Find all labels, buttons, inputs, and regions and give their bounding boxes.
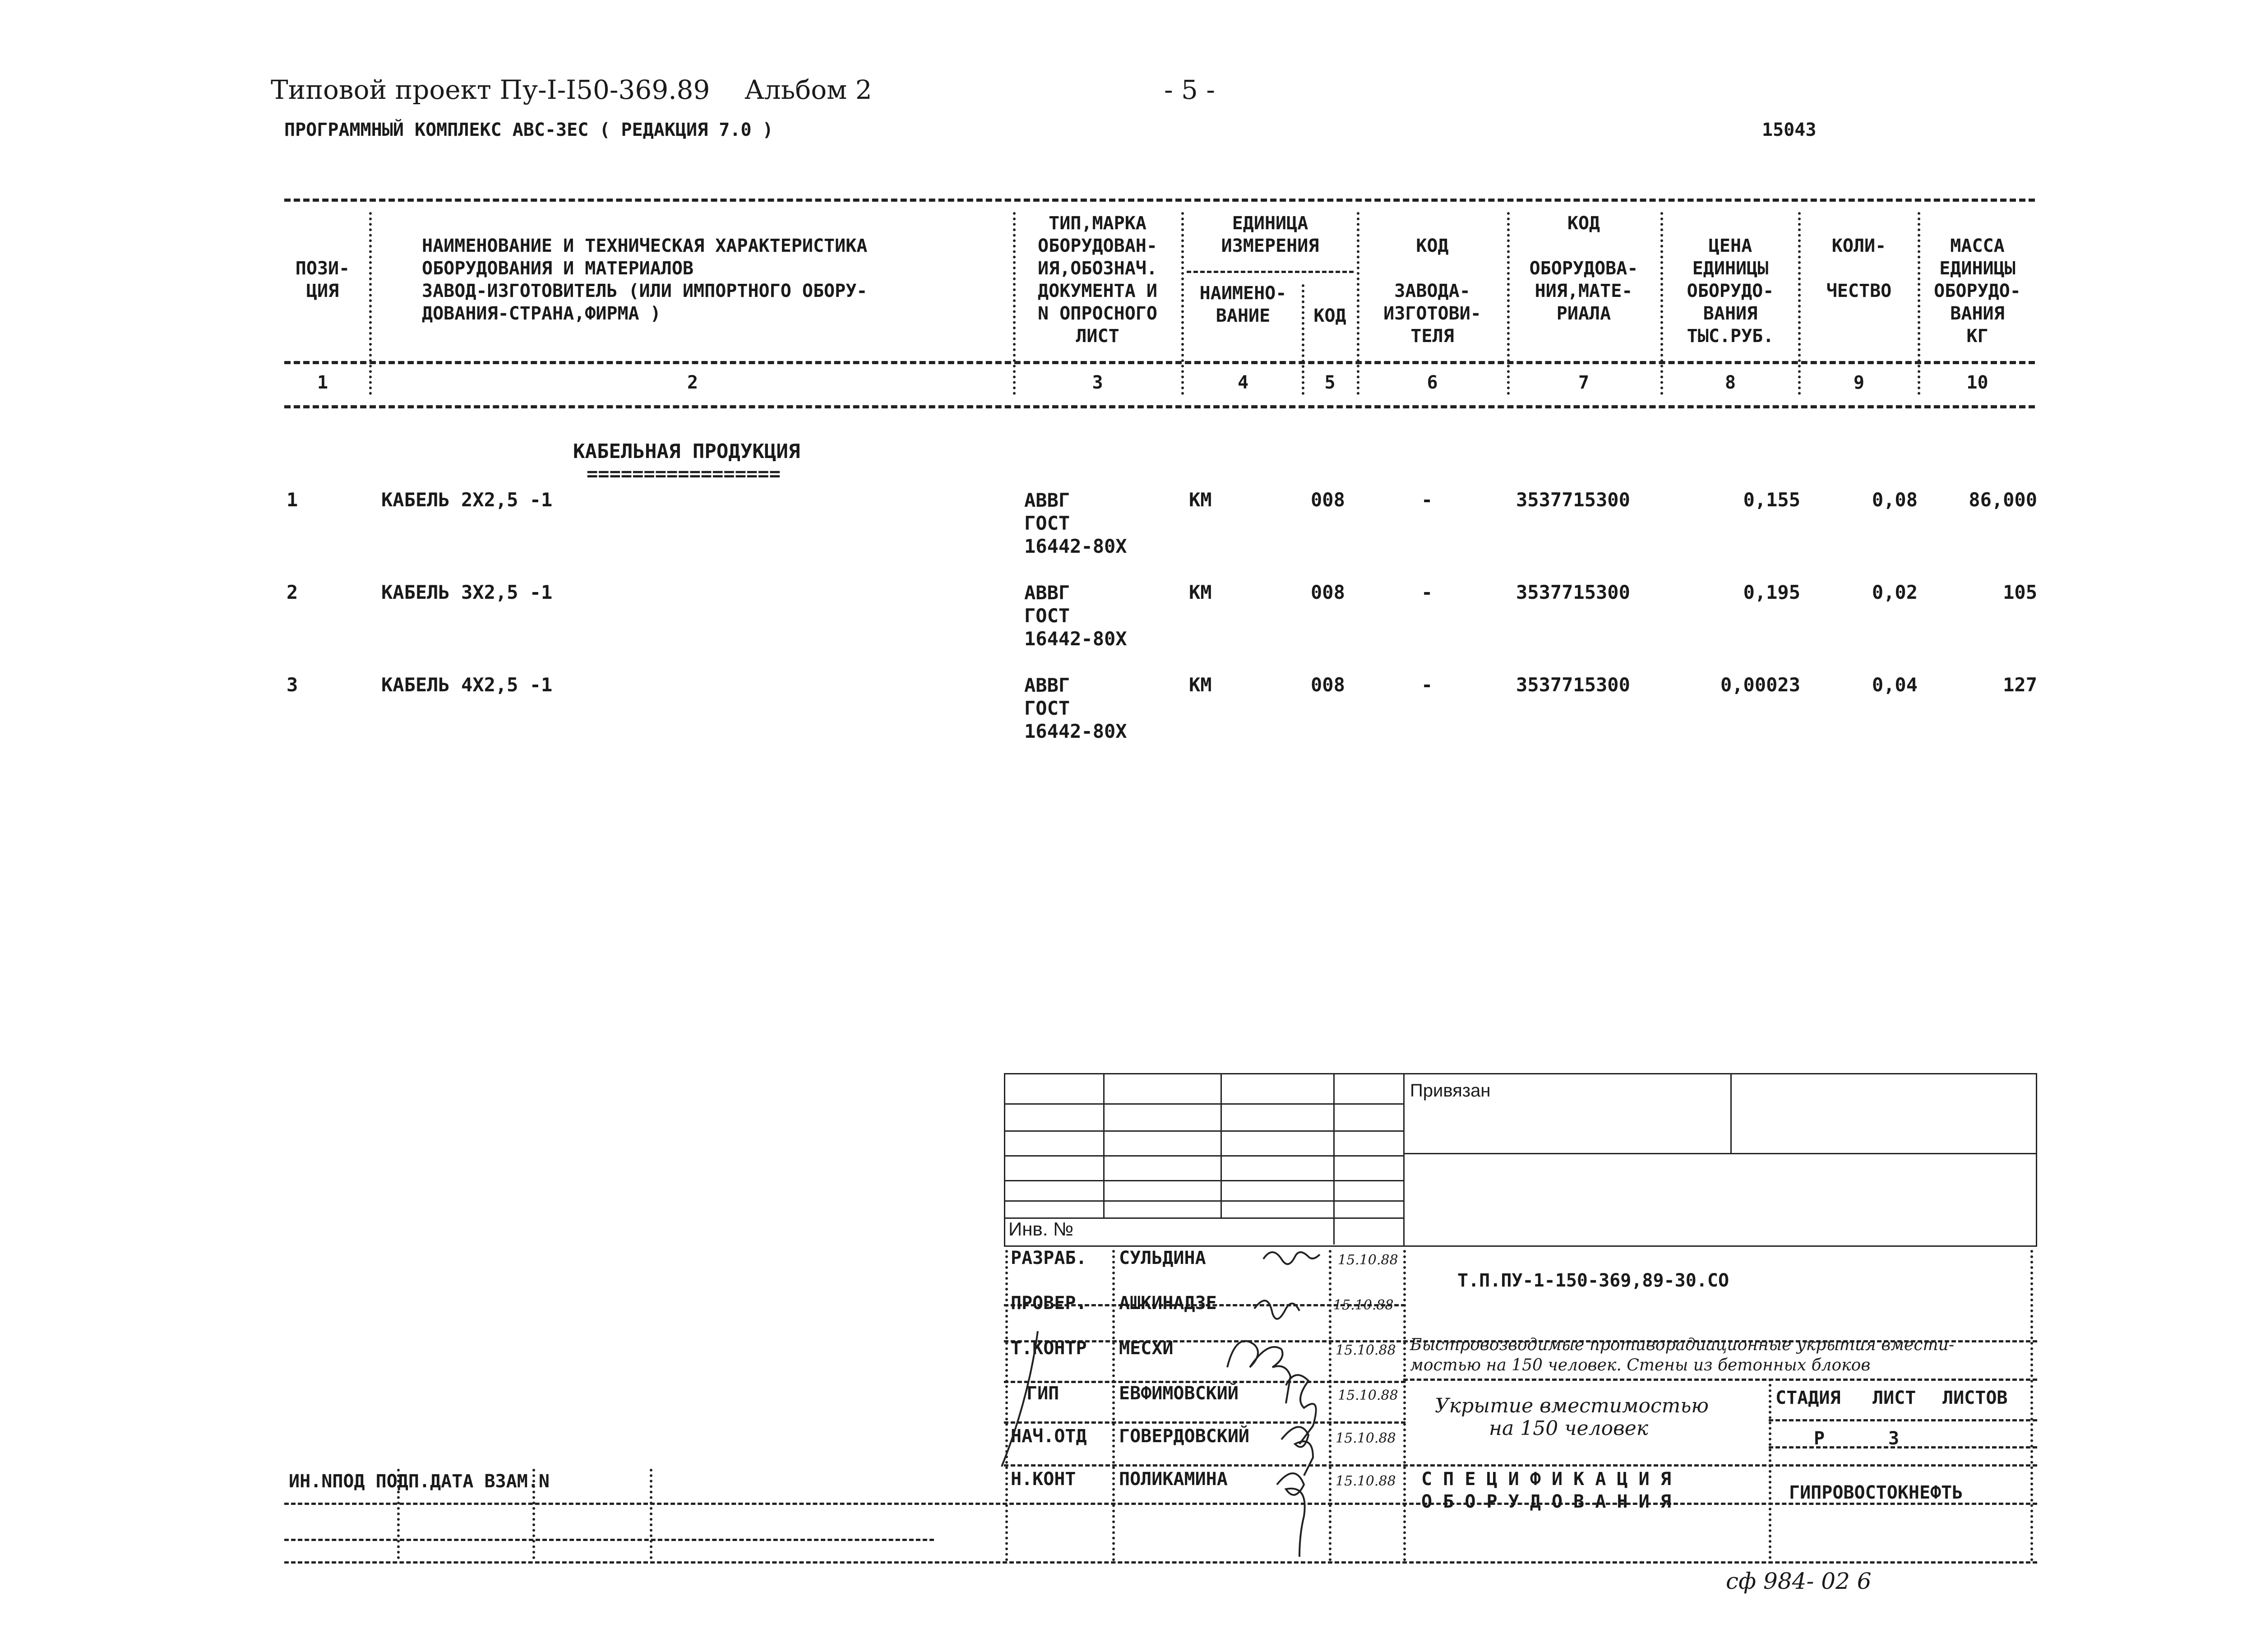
- page-number: - 5 -: [1164, 74, 1215, 105]
- row-type: АВВГ ГОСТ 16442-80Х: [1024, 674, 1127, 742]
- role-label: Н.КОНТ: [1011, 1469, 1076, 1490]
- left-stamp-box: ИН.NПОД ПОДП.ДАТА ВЗАМ.N: [289, 1471, 550, 1492]
- stamp-line: [1220, 1073, 1222, 1217]
- role-label: НАЧ.ОТД: [1011, 1426, 1087, 1447]
- role-name: ЕВФИМОВСКИЙ: [1119, 1383, 1239, 1404]
- stamp-line: [2036, 1073, 2037, 1247]
- stamp-line: [1004, 1130, 1405, 1132]
- stamp-line: [1403, 1153, 2037, 1154]
- inventory-label: Инв. №: [1008, 1218, 1074, 1240]
- role-date: 15.10.88: [1333, 1297, 1394, 1313]
- signature-6: [1277, 1473, 1305, 1557]
- col-header-unit-name: НАИМЕНО- ВАНИЕ: [1199, 283, 1287, 326]
- numbers-bottom-rule: [284, 405, 2035, 408]
- stamp-line: [1004, 1200, 1405, 1202]
- row-factory-code: -: [1421, 581, 1433, 603]
- section-title: КАБЕЛЬНАЯ ПРОДУКЦИЯ: [573, 440, 800, 463]
- col-header-unit-code: КОД: [1313, 305, 1346, 326]
- sheet-value: 3: [1888, 1428, 1900, 1449]
- row-position: 3: [287, 674, 298, 696]
- row-unit: КМ: [1189, 581, 1212, 603]
- stamp-line: [1004, 1155, 1405, 1157]
- table-top-rule: [284, 199, 2035, 202]
- role-label: ГИП: [1026, 1383, 1059, 1404]
- object-line-1: Быстровозводимые противорадиационные укрытия вмести-: [1410, 1336, 1954, 1354]
- row-quantity: 0,04: [1872, 674, 1918, 696]
- signature-5: [1281, 1427, 1313, 1476]
- program-line: ПРОГРАММНЫЙ КОМПЛЕКС АВС-ЗЕС ( РЕДАКЦИЯ 7.0 ): [284, 120, 773, 140]
- role-date: 15.10.88: [1338, 1388, 1398, 1403]
- row-code: 3537715300: [1516, 489, 1630, 511]
- role-label: Т.КОНТР: [1011, 1338, 1087, 1359]
- stamp-vsep: [650, 1469, 652, 1559]
- doc-title-2: О Б О Р У Д О В А Н И Я: [1421, 1491, 1671, 1512]
- signature-2: [1254, 1300, 1299, 1319]
- row-code: 3537715300: [1516, 674, 1630, 696]
- row-price: 0,155: [1743, 489, 1800, 511]
- col-number: 9: [1853, 372, 1865, 393]
- header-bottom-rule: [284, 361, 2035, 364]
- row-name: КАБЕЛЬ 3Х2,5 -1: [381, 581, 553, 603]
- role-date: 15.10.88: [1336, 1430, 1396, 1446]
- row-price: 0,195: [1743, 581, 1800, 603]
- stamp-line: [1403, 1073, 1405, 1247]
- project-title: Типовой проект Пу-I-I50-369.89: [271, 74, 710, 105]
- footer-code: сф 984- 02 6: [1726, 1568, 1872, 1594]
- row-quantity: 0,08: [1872, 489, 1918, 511]
- stamp-line: [1004, 1103, 1405, 1105]
- col-sep: [1181, 212, 1184, 395]
- stamp-dash: [1403, 1379, 2037, 1381]
- sheet-label: ЛИСТ: [1872, 1388, 1916, 1408]
- role-date: 15.10.88: [1338, 1252, 1398, 1268]
- row-factory-code: -: [1421, 489, 1433, 511]
- album-label: Альбом 2: [744, 74, 872, 105]
- row-quantity: 0,02: [1872, 581, 1918, 603]
- stamp-vsep: [1769, 1379, 1771, 1559]
- row-mass: 127: [2003, 674, 2037, 696]
- row-unit-code: 008: [1311, 489, 1345, 511]
- col-header-equipment-code: КОД ОБОРУДОВА- НИЯ,МАТЕ- РИАЛА: [1529, 213, 1638, 324]
- col-header-factory-code: КОД ЗАВОДА- ИЗГОТОВИ- ТЕЛЯ: [1383, 236, 1481, 347]
- col-sep: [369, 212, 372, 395]
- col-number: 8: [1724, 372, 1736, 393]
- stamp-line: [1103, 1073, 1105, 1217]
- role-name: СУЛЬДИНА: [1119, 1248, 1206, 1268]
- sheets-label: ЛИСТОВ: [1942, 1388, 2008, 1408]
- row-mass: 86,000: [1969, 489, 2037, 511]
- col-number: 3: [1092, 372, 1103, 393]
- stage-value: Р: [1814, 1428, 1825, 1449]
- col-number: 5: [1324, 372, 1336, 393]
- col-number: 1: [317, 372, 328, 393]
- role-name: АШКИНАДЗЕ: [1119, 1293, 1217, 1314]
- signature-3: [1227, 1341, 1290, 1403]
- role-name: ГОВЕРДОВСКИЙ: [1119, 1426, 1249, 1447]
- row-factory-code: -: [1421, 674, 1433, 696]
- attached-label: Привязан: [1410, 1081, 1491, 1101]
- row-name: КАБЕЛЬ 4Х2,5 -1: [381, 674, 553, 696]
- row-unit-code: 008: [1311, 674, 1345, 696]
- col-header-name: НАИМЕНОВАНИЕ И ТЕХНИЧЕСКАЯ ХАРАКТЕРИСТИКА ОБОРУДОВАНИЯ И МАТЕРИАЛОВ ЗАВОД-ИЗГОТОВИТЕЛЬ (ИЛИ ИМПОРТНОГО ОБОРУ- ДОВАНИЯ-СТРАНА,ФИРМА ): [422, 236, 868, 324]
- role-name: ПОЛИКАМИНА: [1119, 1469, 1228, 1490]
- row-price: 0,00023: [1720, 674, 1800, 696]
- stamp-line: [1730, 1073, 1732, 1154]
- col-header-unit-group: ЕДИНИЦА ИЗМЕРЕНИЯ: [1221, 213, 1319, 256]
- stamp-dash: [1769, 1419, 2037, 1421]
- role-date: 15.10.88: [1336, 1473, 1396, 1489]
- role-name: МЕСХИ: [1119, 1338, 1174, 1359]
- row-type: АВВГ ГОСТ 16442-80Х: [1024, 489, 1127, 557]
- row-mass: 105: [2003, 581, 2037, 603]
- doc-code: 15043: [1762, 120, 1817, 140]
- col-header-position: ПОЗИ- ЦИЯ: [295, 258, 350, 301]
- title-line-1: Укрытие вместимостью: [1435, 1394, 1709, 1417]
- col-header-price: ЦЕНА ЕДИНИЦЫ ОБОРУДО- ВАНИЯ ТЫС.РУБ.: [1687, 236, 1774, 347]
- row-code: 3537715300: [1516, 581, 1630, 603]
- role-label: РАЗРАБ.: [1011, 1248, 1087, 1268]
- stamp-vsep: [532, 1469, 535, 1559]
- col-header-quantity: КОЛИ- ЧЕСТВО: [1826, 236, 1892, 301]
- signature-stroke: [1002, 1331, 1038, 1467]
- stamp-line: [1004, 1073, 1005, 1247]
- col-number: 4: [1237, 372, 1249, 393]
- signatures: [984, 1232, 1390, 1584]
- col-number: 7: [1578, 372, 1590, 393]
- stamp-vsep: [1403, 1250, 1406, 1561]
- stamp-vsep: [397, 1469, 400, 1559]
- col-number: 2: [687, 372, 698, 393]
- signature-1: [1263, 1252, 1320, 1264]
- stamp-line: [1333, 1073, 1335, 1245]
- unit-subrule: [1187, 271, 1354, 273]
- object-line-2: мостью на 150 человек. Стены из бетонных блоков: [1410, 1356, 1871, 1374]
- stamp-line: [1004, 1180, 1405, 1181]
- stamp-dash: [1769, 1446, 2037, 1448]
- row-name: КАБЕЛЬ 2Х2,5 -1: [381, 489, 553, 511]
- row-unit-code: 008: [1311, 581, 1345, 603]
- stamp-line: [1004, 1073, 2037, 1074]
- role-label: ПРОВЕР.: [1011, 1293, 1087, 1314]
- section-underline: =================: [587, 463, 781, 485]
- col-header-mass: МАССА ЕДИНИЦЫ ОБОРУДО- ВАНИЯ КГ: [1934, 236, 2021, 347]
- role-date: 15.10.88: [1336, 1342, 1396, 1358]
- row-type: АВВГ ГОСТ 16442-80Х: [1024, 582, 1127, 650]
- row-unit: КМ: [1189, 489, 1212, 511]
- col-number: 6: [1427, 372, 1438, 393]
- signature-4: [1286, 1375, 1316, 1444]
- row-position: 2: [287, 581, 298, 603]
- row-position: 1: [287, 489, 298, 511]
- stamp-dash: [284, 1539, 934, 1541]
- row-unit: КМ: [1189, 674, 1212, 696]
- stage-label: СТАДИЯ: [1775, 1388, 1841, 1408]
- title-line-2: на 150 человек: [1489, 1417, 1649, 1440]
- organization: ГИПРОВОСТОКНЕФТЬ: [1789, 1482, 1963, 1503]
- col-header-type: ТИП,МАРКА ОБОРУДОВАН- ИЯ,ОБОЗНАЧ. ДОКУМЕНТА И N ОПРОСНОГО ЛИСТ: [1038, 213, 1157, 347]
- doc-title-1: С П Е Ц И Ф И К А Ц И Я: [1421, 1469, 1671, 1490]
- stamp-vsep: [2030, 1250, 2033, 1561]
- designation: Т.П.ПУ-1-150-369,89-30.СО: [1457, 1270, 1729, 1291]
- col-number: 10: [1966, 372, 1988, 393]
